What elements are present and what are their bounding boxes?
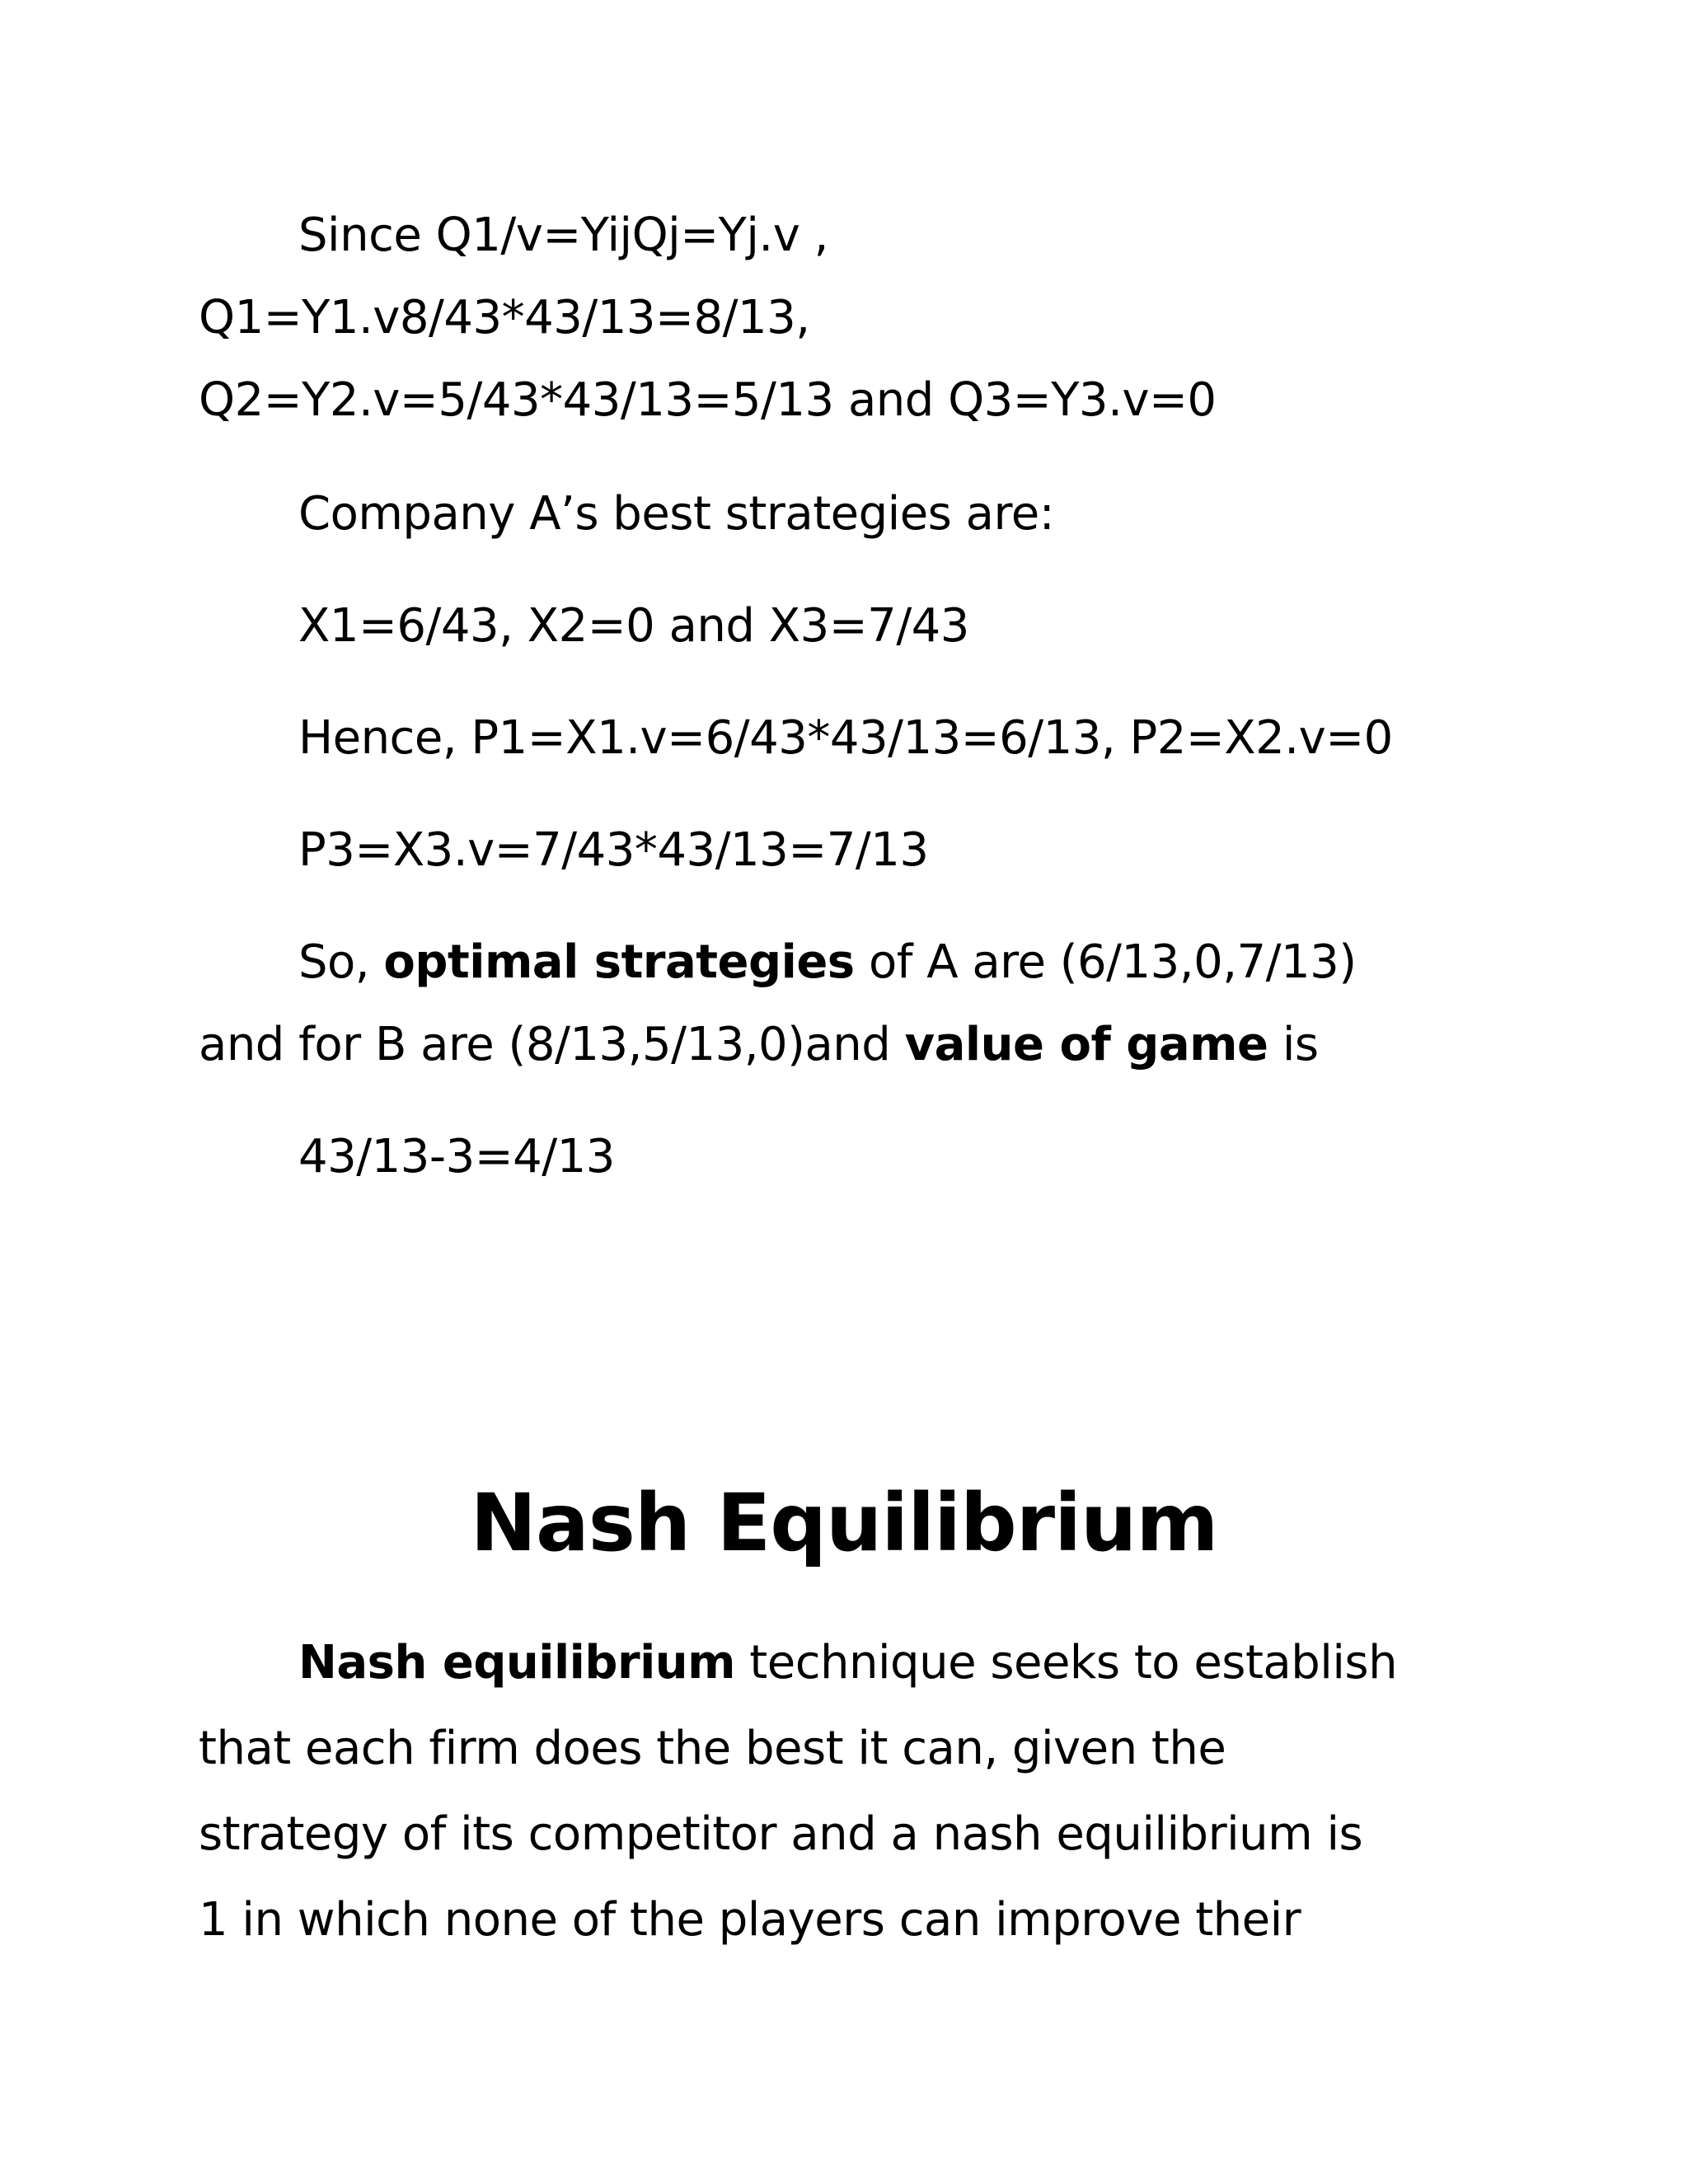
paragraph-line — [298, 1636, 1398, 1690]
paragraph-line: 1 in which none of the players can improve their — [199, 1893, 1301, 1947]
value-of-game-line — [199, 1018, 1319, 1071]
bold-term: Nash equilibrium — [298, 1636, 735, 1690]
text-line: Since Q1/v=YijQj=Yj.v , — [298, 209, 828, 262]
bold-term: value of game — [904, 1018, 1268, 1071]
text-span: technique seeks to establish — [735, 1636, 1398, 1690]
text-span: and for B are (8/13,5/13,0)and — [199, 1018, 905, 1071]
bold-term: optimal strategies — [383, 935, 855, 989]
text-line: P3=X3.v=7/43*43/13=7/13 — [298, 823, 929, 877]
text-line: Q2=Y2.v=5/43*43/13=5/13 and Q3=Y3.v=0 — [199, 373, 1217, 427]
text-line: X1=6/43, X2=0 and X3=7/43 — [298, 599, 969, 653]
text-span: So, — [298, 935, 384, 989]
optimal-strategies-line — [298, 935, 1357, 989]
text-span: is — [1268, 1018, 1319, 1071]
text-line: 43/13-3=4/13 — [298, 1130, 615, 1183]
text-line: Q1=Y1.v8/43*43/13=8/13, — [199, 291, 810, 344]
section-heading: Nash Equilibrium — [470, 1477, 1218, 1569]
paragraph-line: strategy of its competitor and a nash equilibrium is — [199, 1807, 1363, 1861]
paragraph-line: that each firm does the best it can, given the — [199, 1722, 1226, 1775]
text-line: Company A’s best strategies are: — [298, 487, 1055, 541]
text-span: of A are (6/13,0,7/13) — [854, 935, 1357, 989]
text-line: Hence, P1=X1.v=6/43*43/13=6/13, P2=X2.v=0 — [298, 711, 1393, 765]
